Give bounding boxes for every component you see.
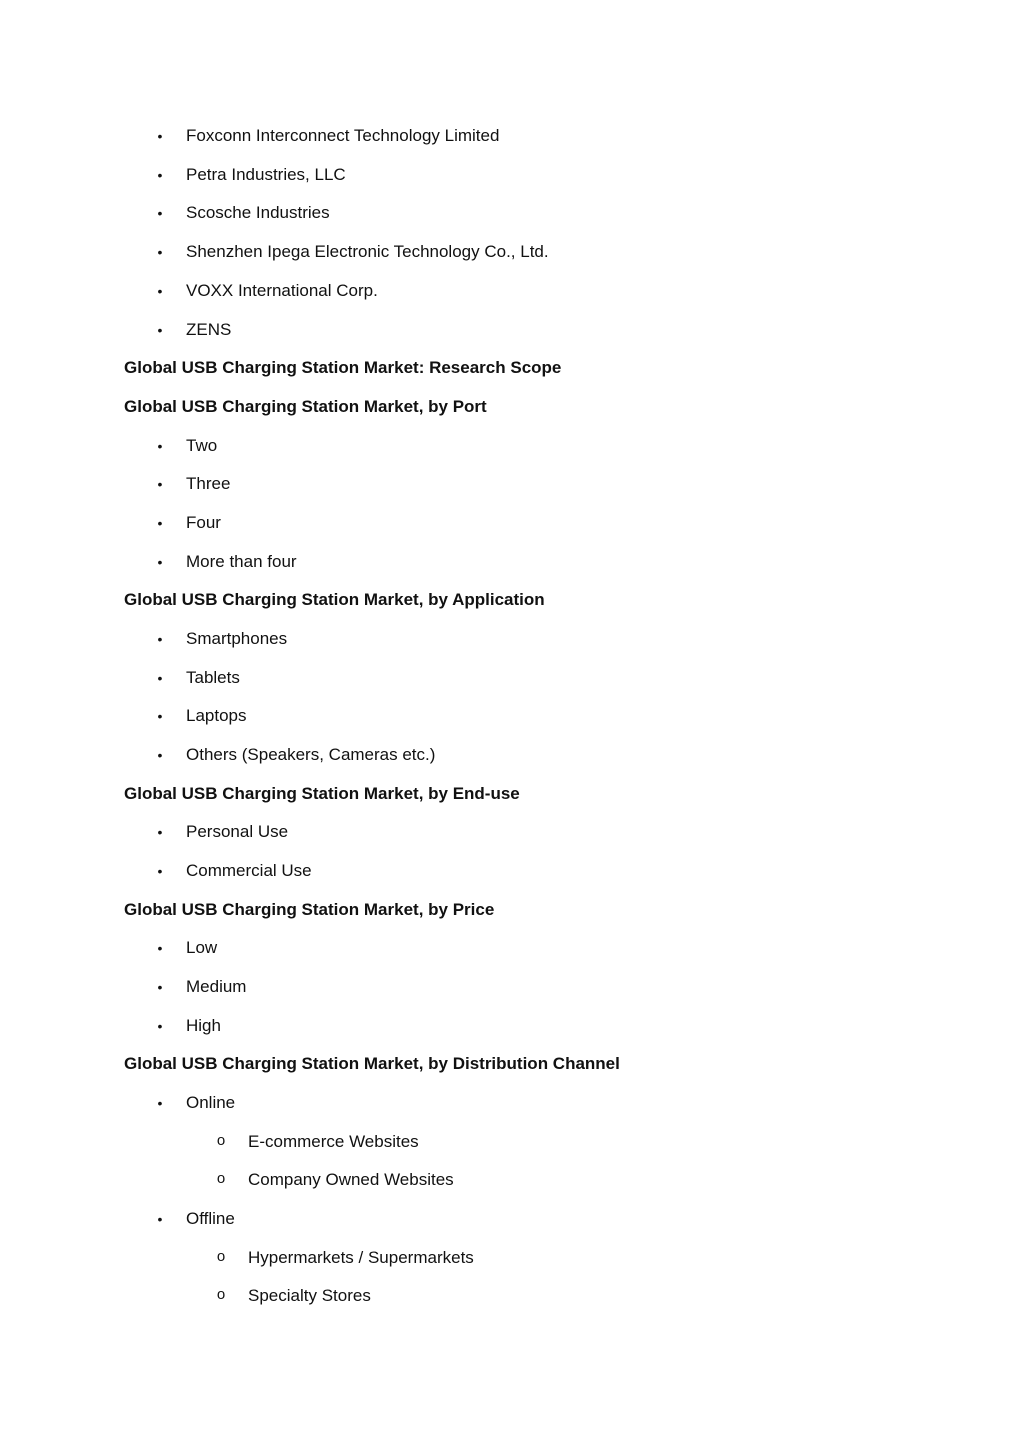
sub-bullet-marker: o (216, 1170, 226, 1187)
list-item-text: More than four (186, 552, 297, 571)
list-item-text: ZENS (186, 320, 232, 339)
sub-list-item-text: E-commerce Websites (248, 1132, 419, 1151)
list-item-text: Offline (186, 1209, 235, 1228)
bullet-marker: • (157, 283, 163, 299)
bullet-marker: • (157, 631, 163, 647)
list-item-text: Scosche Industries (186, 203, 330, 222)
section-heading-by-end-use: Global USB Charging Station Market, by End-use (124, 784, 520, 803)
list-item-text: Online (186, 1093, 236, 1112)
section-heading-by-price: Global USB Charging Station Market, by Price (124, 900, 495, 919)
bullet-marker: • (157, 747, 163, 763)
bullet-marker: • (157, 1018, 163, 1034)
section-heading-by-port: Global USB Charging Station Market, by Port (124, 397, 487, 416)
list-item-text: Tablets (186, 668, 240, 687)
bullet-marker: • (157, 438, 163, 454)
sub-bullet-marker: o (216, 1286, 226, 1303)
bullet-marker: • (157, 1095, 163, 1111)
list-item-text: VOXX International Corp. (186, 281, 378, 300)
bullet-marker: • (157, 708, 163, 724)
section-heading-by-distribution-channel: Global USB Charging Station Market, by Distribution Channel (124, 1054, 620, 1073)
list-item-text: Foxconn Interconnect Technology Limited (186, 126, 500, 145)
bullet-marker: • (157, 670, 163, 686)
sub-bullet-marker: o (216, 1248, 226, 1265)
list-item-text: Personal Use (186, 822, 289, 841)
list-item-text: Shenzhen Ipega Electronic Technology Co., Ltd. (186, 242, 549, 261)
bullet-marker: • (157, 322, 163, 338)
sub-bullet-marker: o (216, 1132, 226, 1149)
list-item-text: Three (186, 474, 231, 493)
bullet-marker: • (157, 979, 163, 995)
list-item-text: Commercial Use (186, 861, 312, 880)
sub-list-item-text: Company Owned Websites (248, 1170, 454, 1189)
bullet-marker: • (157, 244, 163, 260)
list-item-text: Petra Industries, LLC (186, 165, 346, 184)
section-heading-research-scope: Global USB Charging Station Market: Research Scope (124, 358, 562, 377)
bullet-marker: • (157, 128, 163, 144)
bullet-marker: • (157, 940, 163, 956)
list-item-text: Medium (186, 977, 247, 996)
list-item-text: Laptops (186, 706, 247, 725)
bullet-marker: • (157, 1211, 163, 1227)
bullet-marker: • (157, 554, 163, 570)
list-item-text: Smartphones (186, 629, 288, 648)
bullet-marker: • (157, 167, 163, 183)
section-heading-by-application: Global USB Charging Station Market, by Application (124, 590, 545, 609)
bullet-marker: • (157, 824, 163, 840)
bullet-marker: • (157, 205, 163, 221)
bullet-marker: • (157, 863, 163, 879)
bullet-marker: • (157, 515, 163, 531)
bullet-marker: • (157, 476, 163, 492)
list-item-text: Others (Speakers, Cameras etc.) (186, 745, 436, 764)
list-item-text: Low (186, 938, 218, 957)
sub-list-item-text: Specialty Stores (248, 1286, 371, 1305)
list-item-text: High (186, 1016, 221, 1035)
sub-list-item-text: Hypermarkets / Supermarkets (248, 1248, 474, 1267)
list-item-text: Two (186, 436, 218, 455)
list-item-text: Four (186, 513, 221, 532)
